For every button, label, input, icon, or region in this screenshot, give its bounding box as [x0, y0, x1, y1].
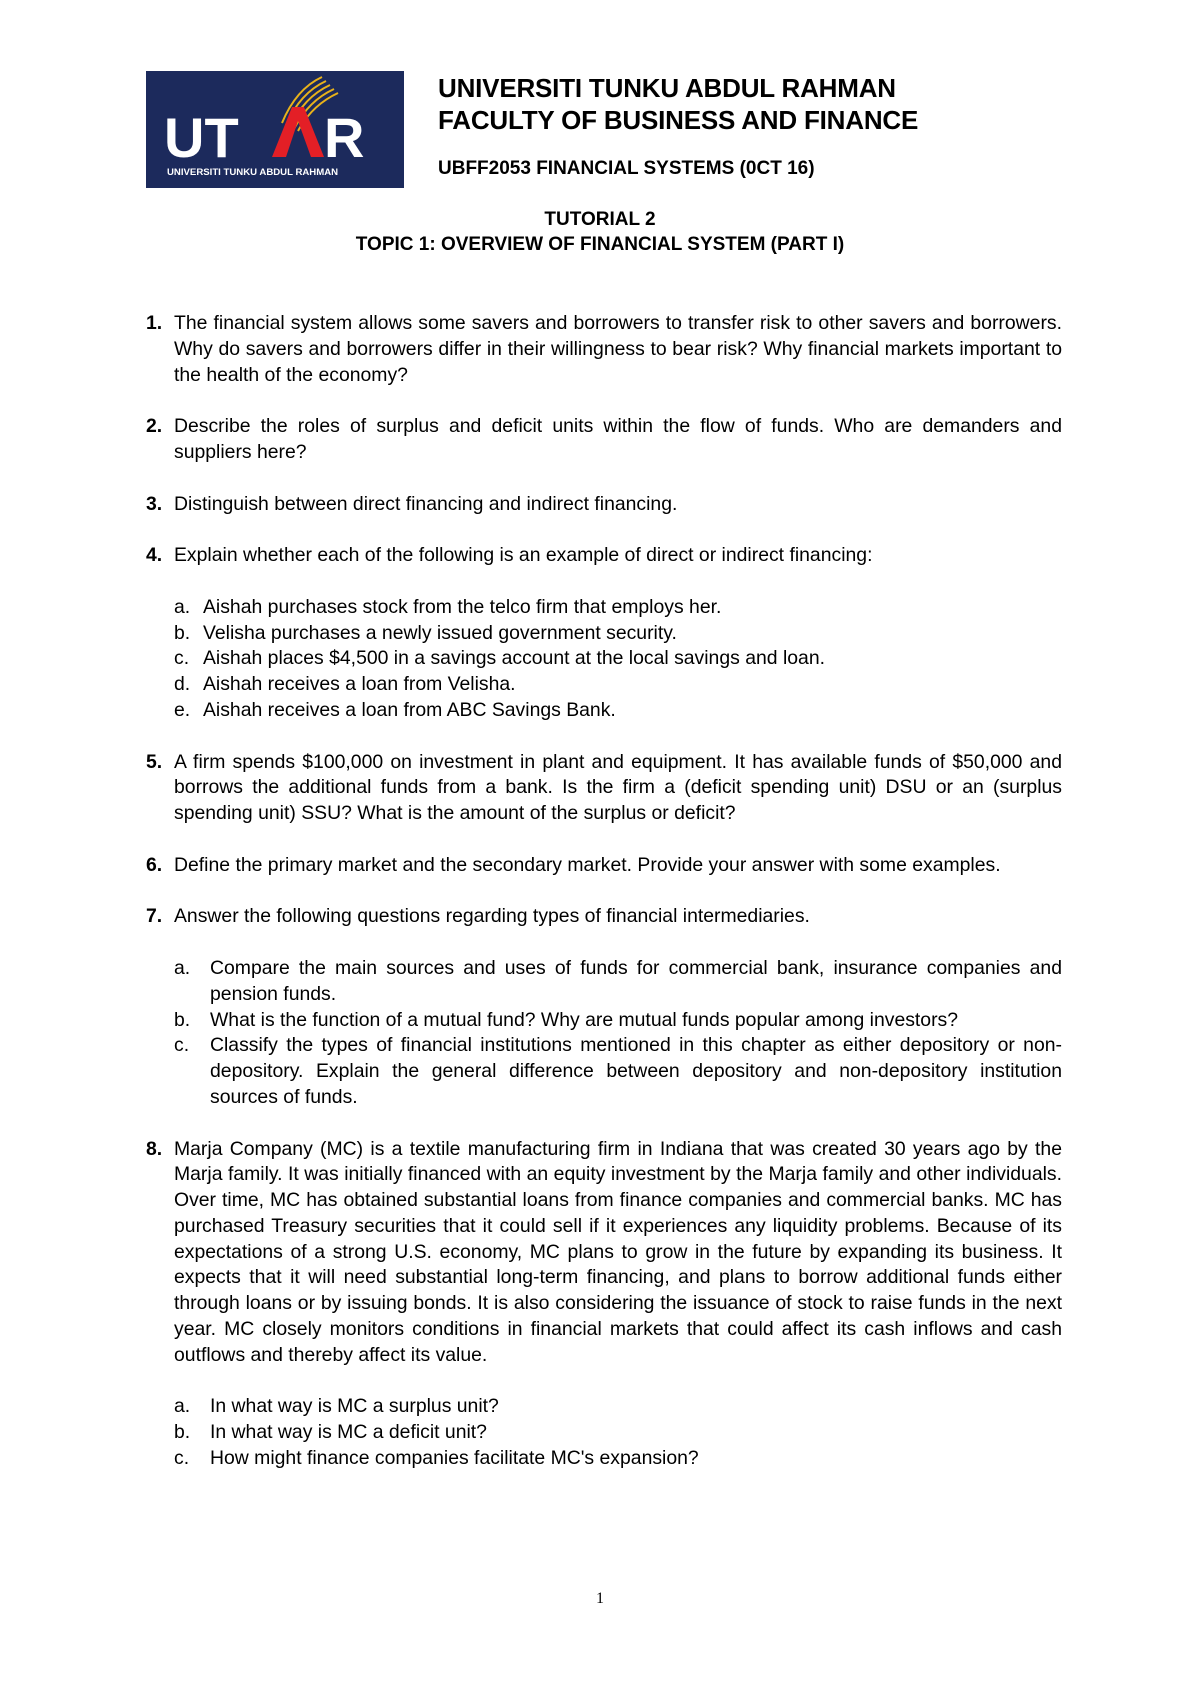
sub-question-text: Aishah places $4,500 in a savings account at the local savings and loan.: [203, 647, 825, 670]
question-text: The financial system allows some savers and borrowers to transfer risk to other savers and borrowers. Why do savers and borrowers differ in their willingness to bear risk? Why financial markets important to the health of the economy?: [174, 312, 1062, 386]
logo-text-r: R: [324, 106, 365, 169]
topic-title: TOPIC 1: OVERVIEW OF FINANCIAL SYSTEM (PART I): [355, 234, 845, 255]
question-6: [146, 853, 1062, 879]
sub-question-d: [174, 672, 1062, 698]
sub-question-text: In what way is MC a deficit unit?: [210, 1421, 487, 1444]
sub-question-text: How might finance companies facilitate MC's expansion?: [210, 1447, 699, 1470]
sub-question-c: [174, 1033, 1062, 1110]
sub-question-c: [174, 1446, 1062, 1472]
question-number: 5.: [146, 750, 163, 773]
sub-question-letter: a.: [174, 595, 191, 618]
sub-question-text: Velisha purchases a newly issued government security.: [203, 621, 677, 644]
sub-question-letter: a.: [174, 1395, 191, 1418]
sub-question-letter: b.: [174, 1008, 191, 1031]
sub-question-list: [174, 595, 1062, 724]
question-number: 3.: [146, 492, 163, 515]
question-4: [146, 543, 1062, 724]
sub-question-letter: b.: [174, 621, 191, 644]
question-list: [146, 311, 1062, 1498]
question-1: [146, 311, 1062, 388]
question-number: 6.: [146, 853, 163, 876]
tutorial-title: TUTORIAL 2: [544, 209, 656, 230]
sub-question-e: [174, 698, 1062, 724]
sub-question-letter: c.: [174, 1034, 190, 1057]
logo-subtext: UNIVERSITI TUNKU ABDUL RAHMAN: [167, 167, 339, 178]
sub-question-b: [174, 621, 1062, 647]
logo-text: UT: [164, 106, 239, 169]
sub-question-b: [174, 1008, 1062, 1034]
sub-question-a: [174, 1394, 1062, 1420]
faculty-name: FACULTY OF BUSINESS AND FINANCE: [438, 105, 919, 135]
sub-question-letter: d.: [174, 673, 191, 696]
utar-logo: [146, 71, 404, 188]
sub-question-text: Compare the main sources and uses of funds for commercial bank, insurance companies and pension funds.: [210, 956, 1062, 1005]
question-text: Marja Company (MC) is a textile manufacturing firm in Indiana that was created 30 years ago by the Marja family. It was initially financed with an equity investment by the Marja family and other individuals. Over time, MC has obtained substantial loans from finance companies and commercial banks. MC has purchased Treasury securities that it could sell if it experiences any liquidity problems. Because of its expectations of a strong U.S. economy, MC plans to grow in the future by expanding its business. It expects that it will need substantial long-term financing, and plans to borrow additional funds either through loans or by issuing bonds. It is also considering the issuance of stock to raise funds in the next year. MC closely monitors conditions in financial markets that could affect its cash inflows and cash outflows and thereby affect its value.: [174, 1137, 1062, 1366]
course-code: UBFF2053 FINANCIAL SYSTEMS (0CT 16): [438, 158, 815, 179]
question-8: [146, 1137, 1062, 1472]
page-number: 1: [596, 1590, 604, 1607]
sub-question-c: [174, 646, 1062, 672]
sub-question-a: [174, 956, 1062, 1008]
question-number: 7.: [146, 905, 163, 928]
question-5: [146, 750, 1062, 827]
question-text: Explain whether each of the following is an example of direct or indirect financing:: [174, 544, 873, 567]
question-text: Distinguish between direct financing and indirect financing.: [174, 492, 678, 515]
question-7: [146, 904, 1062, 1110]
question-number: 4.: [146, 544, 163, 567]
sub-question-text: What is the function of a mutual fund? Why are mutual funds popular among investors?: [210, 1008, 959, 1031]
sub-question-a: [174, 595, 1062, 621]
sub-question-letter: c.: [174, 647, 190, 670]
sub-question-text: Aishah receives a loan from ABC Savings Bank.: [203, 698, 616, 721]
question-2: [146, 414, 1062, 466]
question-number: 1.: [146, 312, 163, 334]
sub-question-list: [174, 1394, 1062, 1471]
sub-question-text: Classify the types of financial institutions mentioned in this chapter as either depository or non-depository. Explain the general difference between depository and non-depository institution sources of funds.: [210, 1034, 1062, 1108]
sub-question-text: In what way is MC a surplus unit?: [210, 1395, 499, 1418]
utar-logo-graphic: [146, 71, 404, 188]
question-number: 8.: [146, 1137, 163, 1160]
university-name: UNIVERSITI TUNKU ABDUL RAHMAN: [438, 73, 896, 103]
sub-question-text: Aishah receives a loan from Velisha.: [203, 673, 516, 696]
sub-question-letter: e.: [174, 698, 191, 721]
sub-question-letter: a.: [174, 956, 191, 979]
sub-question-letter: c.: [174, 1447, 190, 1470]
question-text: Answer the following questions regarding types of financial intermediaries.: [174, 905, 810, 928]
sub-question-list: [174, 956, 1062, 1111]
question-text: Define the primary market and the secondary market. Provide your answer with some examples.: [174, 853, 1001, 876]
question-text: A firm spends $100,000 on investment in plant and equipment. It has available funds of $50,000 and borrows the additional funds from a bank. Is the firm a (deficit spending unit) DSU or an (surplus spending unit) SSU? What is the amount of the surplus or deficit?: [174, 750, 1062, 825]
question-number: 2.: [146, 415, 163, 438]
question-3: [146, 492, 1062, 518]
question-text: Describe the roles of surplus and deficit units within the flow of funds. Who are demanders and suppliers here?: [174, 415, 1062, 463]
sub-question-text: Aishah purchases stock from the telco firm that employs her.: [203, 595, 722, 618]
sub-question-letter: b.: [174, 1421, 191, 1444]
sub-question-b: [174, 1420, 1062, 1446]
